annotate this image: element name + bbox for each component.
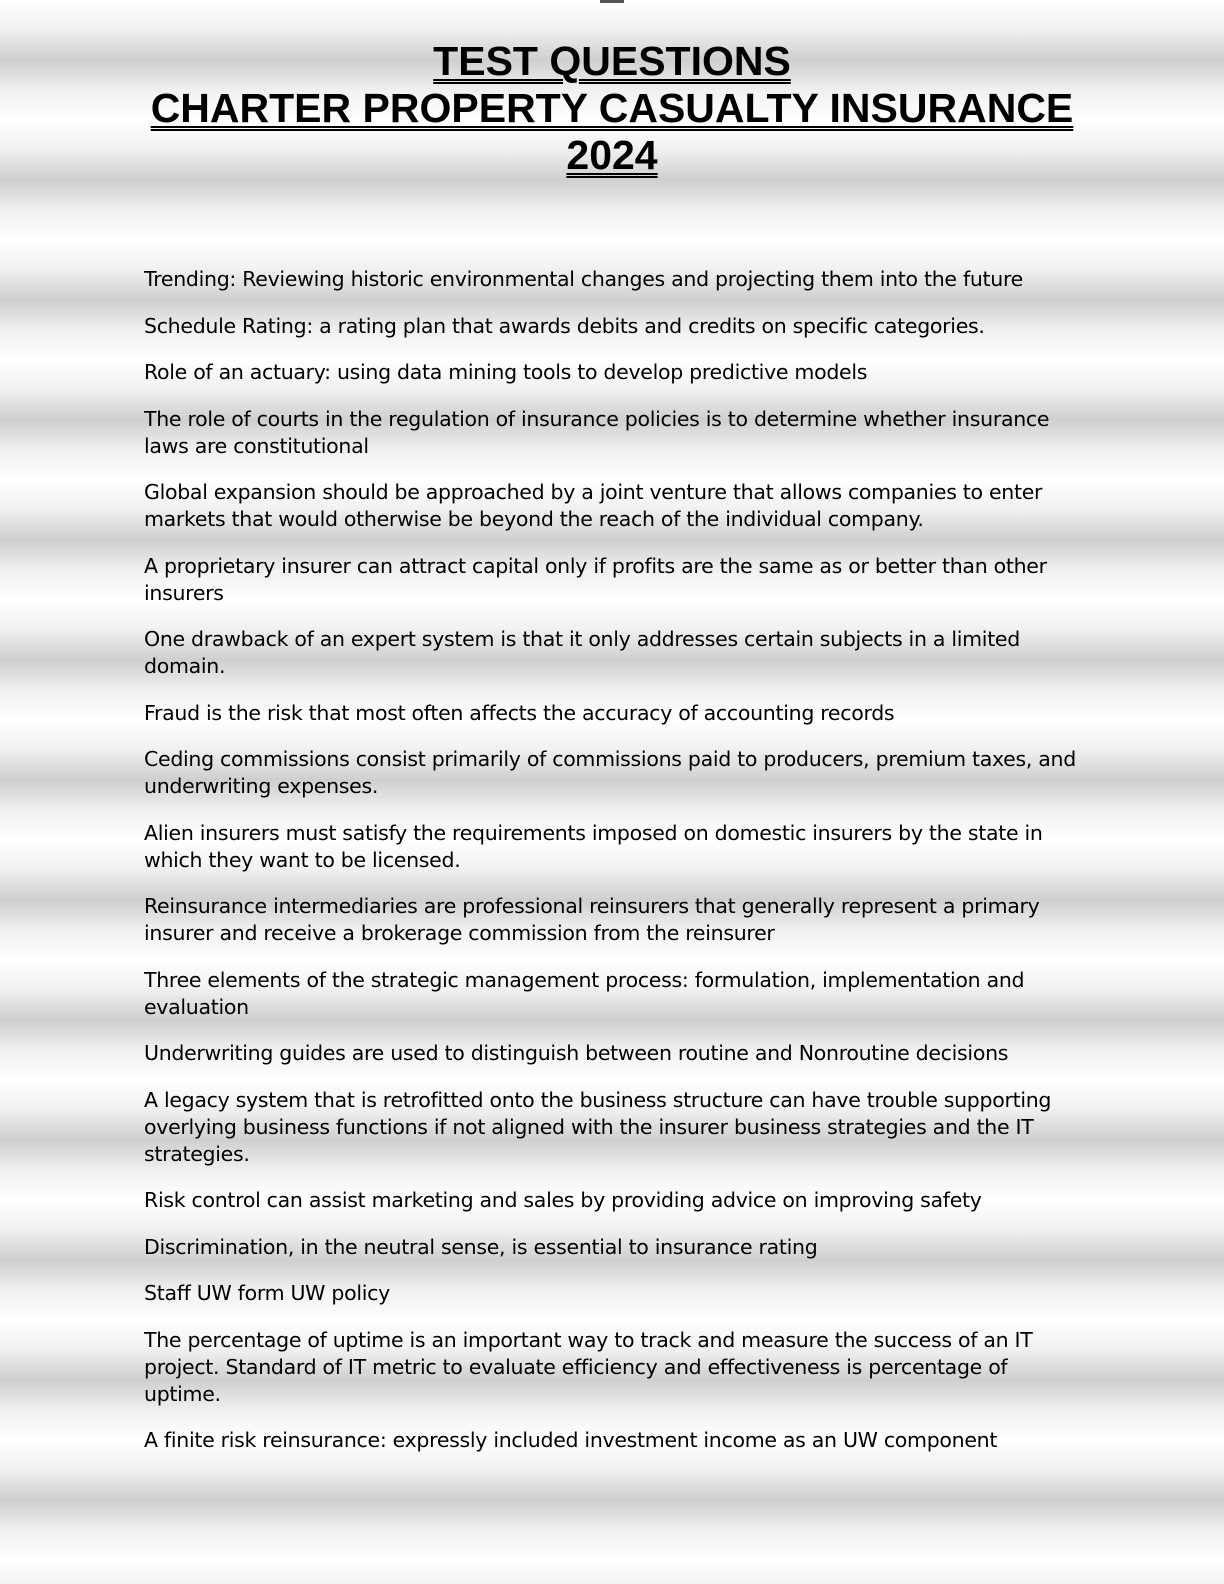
question-item-16: Discrimination, in the neutral sense, is essential to insurance rating [144, 1234, 818, 1259]
question-item-1: Trending: Reviewing historic environmental changes and projecting them into the future [144, 267, 1023, 291]
question-item-6: A proprietary insurer can attract capital only if profits are the same as or better than other insurers [144, 553, 1047, 605]
question-item-11: Reinsurance intermediaries are professional reinsurers that generally represent a primary insurer and receive a brokerage commission from the reinsurer [144, 894, 1040, 945]
document-title [0, 38, 1224, 179]
question-item-8: Fraud is the risk that most often affects the accuracy of accounting records [144, 700, 895, 725]
question-item-15: Risk control can assist marketing and sales by providing advice on improving safety [144, 1188, 982, 1212]
question-item-2: Schedule Rating: a rating plan that awards debits and credits on specific categories. [144, 313, 985, 338]
question-item-13: Underwriting guides are used to distinguish between routine and Nonroutine decisions [144, 1041, 1009, 1065]
title-line-2: CHARTER PROPERTY CASUALTY INSURANCE [150, 85, 1074, 131]
question-item-5: Global expansion should be approached by a joint venture that allows companies to enter markets that would otherwise be beyond the reach of the individual company. [144, 480, 1043, 531]
question-item-14: A legacy system that is retrofitted onto the business structure can have trouble supporting overlying business functions if not aligned with the insurer business strategies and the IT strategies. [144, 1087, 1052, 1166]
page-top-mark [600, 0, 624, 3]
question-item-9: Ceding commissions consist primarily of commissions paid to producers, premium taxes, and underwriting expenses. [144, 747, 1076, 798]
question-item-18: The percentage of uptime is an important way to track and measure the success of an IT project. Standard of IT metric to evaluate efficiency and effectiveness is percentage of uptime. [144, 1327, 1033, 1406]
question-item-3: Role of an actuary: using data mining tools to develop predictive models [144, 360, 868, 384]
question-item-10: Alien insurers must satisfy the requirements imposed on domestic insurers by the state in which they want to be licensed. [144, 820, 1043, 872]
question-item-4: The role of courts in the regulation of insurance policies is to determine whether insurance laws are constitutional [144, 406, 1050, 458]
question-list [144, 266, 1084, 1474]
question-item-17: Staff UW form UW policy [144, 1281, 390, 1305]
title-line-3: 2024 [566, 132, 658, 178]
question-item-7: One drawback of an expert system is that it only addresses certain subjects in a limited domain. [144, 627, 1020, 678]
title-line-1: TEST QUESTIONS [433, 38, 791, 84]
question-item-19: A finite risk reinsurance: expressly included investment income as an UW component [144, 1428, 998, 1452]
question-item-12: Three elements of the strategic management process: formulation, implementation and evaluation [144, 967, 1025, 1019]
